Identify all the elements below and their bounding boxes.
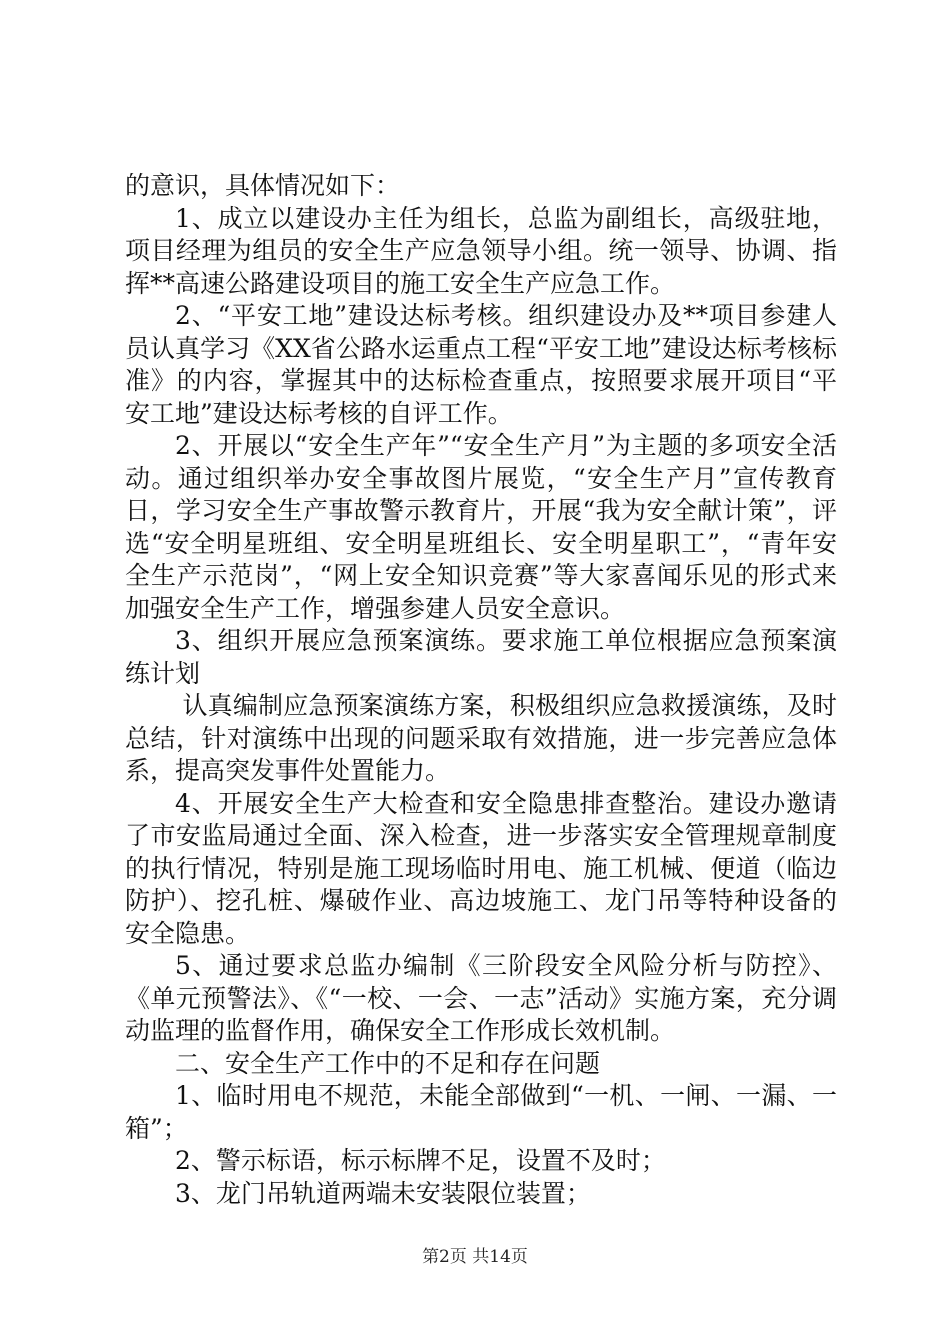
document-body: [125, 170, 837, 1210]
section-heading-shortcomings: 二、安全生产工作中的不足和存在问题: [175, 1048, 601, 1078]
paragraph-issue-1: 1、临时用电不规范，未能全部做到“一机、一闸、一漏、一箱”；: [125, 1081, 837, 1143]
paragraph-item-4-inspection: 4、开展安全生产大检查和安全隐患排查整治。建设办邀请了市安监局通过全面、深入检查，进一步落实安全管理规章制度的执行情况，特别是施工现场临时用电、施工机械、便道（临边防护）、挖孔桩、爆破作业、高边坡施工、龙门吊等特种设备的安全隐患。: [125, 788, 837, 948]
paragraph-issue-3: 3、龙门吊轨道两端未安装限位装置；: [175, 1178, 591, 1208]
paragraph-item-2-safe-site-assessment: 2、“平安工地”建设达标考核。组织建设办及**项目参建人员认真学习《XX省公路水运重点工程“平安工地”建设达标考核标准》的内容，掌握其中的达标检查重点，按照要求展开项目“平安工地”建设达标考核的自评工作。: [125, 301, 837, 428]
paragraph-issue-2: 2、警示标语，标示标牌不足，设置不及时；: [175, 1146, 666, 1175]
paragraph-item-1-leadership-group: 1、成立以建设办主任为组长，总监为副组长，高级驻地，项目经理为组员的安全生产应急领导小组。统一领导、协调、指挥**高速公路建设项目的施工安全生产应急工作。: [125, 203, 837, 298]
paragraph-item-2-safety-activities: 2、开展以“安全生产年”“安全生产月”为主题的多项安全活动。通过组织举办安全事故图片展览，“安全生产月”宣传教育日，学习安全生产事故警示教育片，开展“我为安全献计策”，评选“安全明星班组、安全明星班组长、安全明星职工”，“青年安全生产示范岗”，“网上安全知识竞赛”等大家喜闻乐见的形式来加强安全生产工作，增强参建人员安全意识。: [125, 431, 837, 623]
paragraph-intro: 的意识，具体情况如下：: [125, 171, 401, 200]
page-number-footer: 第2页 共14页: [422, 1247, 528, 1267]
paragraph-item-3-emergency-drill: 3、组织开展应急预案演练。要求施工单位根据应急预案演练计划: [125, 626, 837, 688]
paragraph-item-3-continued: 认真编制应急预案演练方案，积极组织应急救援演练，及时总结，针对演练中出现的问题采取有效措施，进一步完善应急体系，提高突发事件处置能力。: [125, 691, 837, 785]
paragraph-item-5-supervision: 5、通过要求总监办编制《三阶段安全风险分析与防控》、《单元预警法》、《“一校、一会、一志”活动》实施方案，充分调动监理的监督作用，确保安全工作形成长效机制。: [125, 951, 837, 1045]
